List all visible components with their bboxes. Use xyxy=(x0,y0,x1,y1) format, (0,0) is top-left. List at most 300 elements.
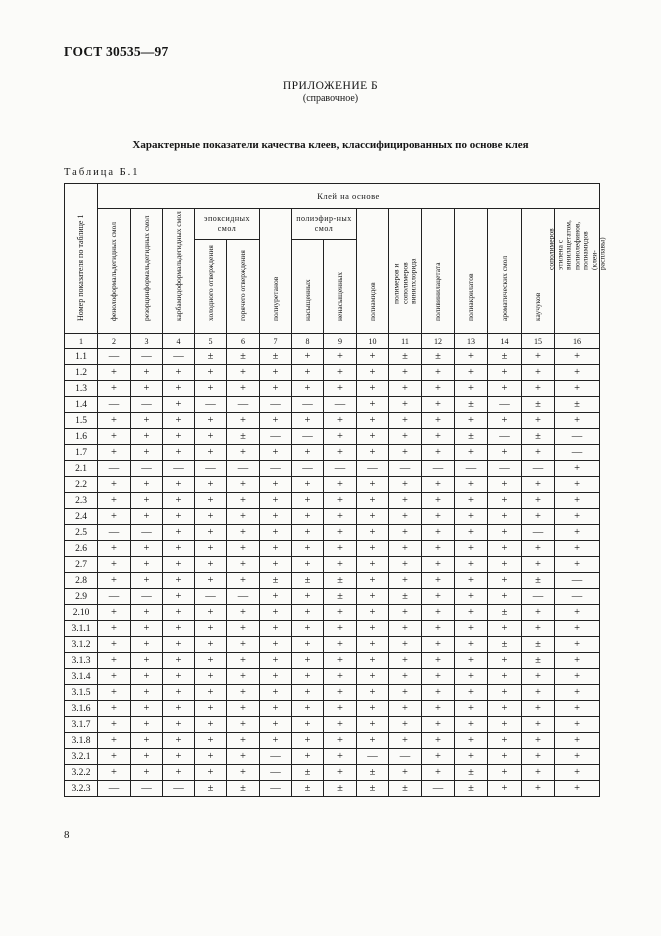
column-header: горячего отверждения xyxy=(227,240,260,334)
value-cell: + xyxy=(555,381,600,397)
value-cell: — xyxy=(227,461,260,477)
value-cell: + xyxy=(389,413,422,429)
value-cell: + xyxy=(324,365,357,381)
value-cell: + xyxy=(389,717,422,733)
value-cell: + xyxy=(163,381,195,397)
value-cell: + xyxy=(357,397,389,413)
table-row xyxy=(65,765,600,781)
column-number-row xyxy=(65,334,600,349)
value-cell: + xyxy=(227,653,260,669)
row-id-cell: 2.2 xyxy=(65,477,98,493)
column-number: 2 xyxy=(98,334,131,349)
value-cell: + xyxy=(195,669,227,685)
column-header: полиамидов xyxy=(357,209,389,334)
value-cell: + xyxy=(389,637,422,653)
value-cell: + xyxy=(227,477,260,493)
value-cell: + xyxy=(260,445,292,461)
value-cell: + xyxy=(98,493,131,509)
value-cell: + xyxy=(324,669,357,685)
value-cell: + xyxy=(357,541,389,557)
value-cell: + xyxy=(357,557,389,573)
value-cell: + xyxy=(455,509,488,525)
value-cell: ± xyxy=(389,349,422,365)
value-cell: ± xyxy=(455,781,488,797)
column-header: карбамидоформальдегидных смол xyxy=(163,209,195,334)
value-cell: + xyxy=(292,413,324,429)
value-cell: + xyxy=(357,349,389,365)
table-row xyxy=(65,589,600,605)
value-cell: + xyxy=(488,445,522,461)
value-cell: + xyxy=(195,573,227,589)
value-cell: + xyxy=(555,509,600,525)
table-row xyxy=(65,749,600,765)
value-cell: + xyxy=(227,381,260,397)
value-cell: + xyxy=(455,733,488,749)
value-cell: ± xyxy=(455,429,488,445)
value-cell: — xyxy=(555,445,600,461)
value-cell: + xyxy=(227,749,260,765)
value-cell: + xyxy=(131,365,163,381)
value-cell: + xyxy=(357,733,389,749)
value-cell: + xyxy=(131,445,163,461)
value-cell: ± xyxy=(260,573,292,589)
value-cell: + xyxy=(324,701,357,717)
value-cell: + xyxy=(324,749,357,765)
value-cell: + xyxy=(455,413,488,429)
row-id-cell: 3.1.7 xyxy=(65,717,98,733)
value-cell: + xyxy=(555,557,600,573)
value-cell: ± xyxy=(195,349,227,365)
value-cell: + xyxy=(292,493,324,509)
value-cell: ± xyxy=(522,397,555,413)
value-cell: + xyxy=(260,541,292,557)
value-cell: + xyxy=(389,669,422,685)
value-cell: + xyxy=(260,509,292,525)
value-cell: + xyxy=(357,669,389,685)
value-cell: + xyxy=(324,445,357,461)
column-number: 9 xyxy=(324,334,357,349)
value-cell: + xyxy=(227,413,260,429)
column-number: 4 xyxy=(163,334,195,349)
epoxy-group-header: эпоксидных смол xyxy=(195,209,260,240)
value-cell: — xyxy=(488,461,522,477)
value-cell: — xyxy=(389,461,422,477)
value-cell: — xyxy=(324,461,357,477)
value-cell: + xyxy=(357,365,389,381)
value-cell: — xyxy=(98,589,131,605)
value-cell: + xyxy=(357,493,389,509)
value-cell: + xyxy=(98,637,131,653)
table-row xyxy=(65,477,600,493)
value-cell: + xyxy=(522,605,555,621)
value-cell: + xyxy=(292,381,324,397)
table-row xyxy=(65,541,600,557)
value-cell: + xyxy=(422,621,455,637)
value-cell: + xyxy=(163,397,195,413)
value-cell: + xyxy=(555,605,600,621)
row-id-cell: 1.2 xyxy=(65,365,98,381)
value-cell: + xyxy=(422,397,455,413)
value-cell: + xyxy=(555,685,600,701)
value-cell: + xyxy=(292,637,324,653)
row-id-cell: 2.5 xyxy=(65,525,98,541)
value-cell: + xyxy=(292,717,324,733)
value-cell: + xyxy=(422,669,455,685)
row-id-cell: 2.10 xyxy=(65,605,98,621)
value-cell: + xyxy=(324,429,357,445)
value-cell: + xyxy=(522,685,555,701)
value-cell: — xyxy=(488,397,522,413)
value-cell: — xyxy=(292,461,324,477)
value-cell: ± xyxy=(522,637,555,653)
value-cell: + xyxy=(488,413,522,429)
column-header: холодного отверждения xyxy=(195,240,227,334)
value-cell: ± xyxy=(324,781,357,797)
value-cell: + xyxy=(163,717,195,733)
value-cell: + xyxy=(324,605,357,621)
value-cell: + xyxy=(260,701,292,717)
value-cell: ± xyxy=(324,573,357,589)
value-cell: + xyxy=(98,365,131,381)
value-cell: + xyxy=(163,765,195,781)
value-cell: + xyxy=(488,669,522,685)
value-cell: + xyxy=(227,493,260,509)
value-cell: + xyxy=(522,733,555,749)
value-cell: — xyxy=(324,397,357,413)
value-cell: + xyxy=(455,525,488,541)
value-cell: + xyxy=(389,701,422,717)
value-cell: + xyxy=(195,429,227,445)
table-row xyxy=(65,717,600,733)
table-row xyxy=(65,733,600,749)
value-cell: + xyxy=(98,557,131,573)
value-cell: + xyxy=(422,637,455,653)
value-cell: — xyxy=(292,429,324,445)
value-cell: ± xyxy=(555,397,600,413)
value-cell: + xyxy=(422,573,455,589)
value-cell: + xyxy=(292,509,324,525)
value-cell: + xyxy=(389,557,422,573)
value-cell: + xyxy=(163,445,195,461)
value-cell: + xyxy=(98,621,131,637)
value-cell: ± xyxy=(292,781,324,797)
column-header: сополимеров этилена с винилацетатом, полиолефинов, полиамидов (клеи-расплавы) xyxy=(555,209,600,334)
value-cell: + xyxy=(455,573,488,589)
value-cell: + xyxy=(555,669,600,685)
value-cell: + xyxy=(227,669,260,685)
value-cell: + xyxy=(357,653,389,669)
value-cell: + xyxy=(422,605,455,621)
value-cell: ± xyxy=(292,573,324,589)
value-cell: + xyxy=(227,573,260,589)
table-row xyxy=(65,781,600,797)
value-cell: + xyxy=(163,477,195,493)
value-cell: + xyxy=(455,653,488,669)
value-cell: ± xyxy=(389,589,422,605)
value-cell: + xyxy=(195,525,227,541)
value-cell: + xyxy=(324,349,357,365)
value-cell: + xyxy=(324,525,357,541)
value-cell: ± xyxy=(522,573,555,589)
value-cell: + xyxy=(98,573,131,589)
value-cell: + xyxy=(555,621,600,637)
column-number: 15 xyxy=(522,334,555,349)
value-cell: + xyxy=(292,701,324,717)
page-number: 8 xyxy=(64,829,70,841)
value-cell: + xyxy=(163,541,195,557)
value-cell: + xyxy=(488,557,522,573)
value-cell: + xyxy=(389,525,422,541)
value-cell: + xyxy=(324,765,357,781)
value-cell: — xyxy=(163,461,195,477)
value-cell: — xyxy=(227,397,260,413)
value-cell: + xyxy=(195,701,227,717)
value-cell: + xyxy=(195,381,227,397)
value-cell: + xyxy=(389,493,422,509)
value-cell: + xyxy=(455,589,488,605)
value-cell: + xyxy=(555,525,600,541)
column-number: 13 xyxy=(455,334,488,349)
value-cell: + xyxy=(389,605,422,621)
value-cell: — xyxy=(163,349,195,365)
value-cell: + xyxy=(455,701,488,717)
value-cell: + xyxy=(163,525,195,541)
value-cell: + xyxy=(422,445,455,461)
value-cell: + xyxy=(522,349,555,365)
row-id-cell: 3.1.4 xyxy=(65,669,98,685)
value-cell: + xyxy=(389,541,422,557)
value-cell: + xyxy=(422,365,455,381)
row-id-cell: 3.1.8 xyxy=(65,733,98,749)
row-id-cell: 3.2.3 xyxy=(65,781,98,797)
value-cell: + xyxy=(292,477,324,493)
column-header: ненасыщенных xyxy=(324,240,357,334)
value-cell: + xyxy=(324,685,357,701)
table-row xyxy=(65,397,600,413)
value-cell: + xyxy=(260,605,292,621)
value-cell: ± xyxy=(357,765,389,781)
value-cell: + xyxy=(389,573,422,589)
value-cell: + xyxy=(292,733,324,749)
value-cell: + xyxy=(488,685,522,701)
value-cell: ± xyxy=(357,781,389,797)
value-cell: — xyxy=(422,461,455,477)
value-cell: + xyxy=(227,685,260,701)
value-cell: + xyxy=(555,541,600,557)
value-cell: + xyxy=(292,749,324,765)
value-cell: + xyxy=(357,445,389,461)
column-number: 16 xyxy=(555,334,600,349)
value-cell: + xyxy=(522,541,555,557)
value-cell: + xyxy=(455,685,488,701)
value-cell: + xyxy=(455,669,488,685)
value-cell: + xyxy=(488,733,522,749)
value-cell: + xyxy=(522,493,555,509)
value-cell: + xyxy=(357,429,389,445)
value-cell: + xyxy=(488,525,522,541)
value-cell: + xyxy=(260,653,292,669)
row-id-cell: 1.7 xyxy=(65,445,98,461)
row-id-cell: 1.1 xyxy=(65,349,98,365)
value-cell: + xyxy=(555,637,600,653)
value-cell: + xyxy=(260,365,292,381)
value-cell: — xyxy=(98,525,131,541)
value-cell: + xyxy=(98,381,131,397)
value-cell: + xyxy=(389,381,422,397)
value-cell: + xyxy=(98,653,131,669)
value-cell: + xyxy=(455,749,488,765)
column-number: 3 xyxy=(131,334,163,349)
value-cell: + xyxy=(131,701,163,717)
row-id-cell: 3.1.6 xyxy=(65,701,98,717)
value-cell: + xyxy=(227,765,260,781)
value-cell: + xyxy=(227,525,260,541)
value-cell: — xyxy=(98,781,131,797)
column-header: поливинилацетата xyxy=(422,209,455,334)
value-cell: + xyxy=(422,541,455,557)
value-cell: + xyxy=(163,701,195,717)
row-id-cell: 3.1.3 xyxy=(65,653,98,669)
value-cell: + xyxy=(292,605,324,621)
value-cell: + xyxy=(555,493,600,509)
value-cell: + xyxy=(555,413,600,429)
value-cell: — xyxy=(131,397,163,413)
value-cell: + xyxy=(555,717,600,733)
value-cell: + xyxy=(488,749,522,765)
value-cell: — xyxy=(488,429,522,445)
value-cell: + xyxy=(131,429,163,445)
value-cell: + xyxy=(422,557,455,573)
value-cell: + xyxy=(292,589,324,605)
value-cell: + xyxy=(260,413,292,429)
value-cell: + xyxy=(455,365,488,381)
column-number: 1 xyxy=(65,334,98,349)
value-cell: — xyxy=(422,781,455,797)
value-cell: + xyxy=(292,365,324,381)
polyester-group-header: полиэфир-ных смол xyxy=(292,209,357,240)
value-cell: + xyxy=(163,653,195,669)
value-cell: + xyxy=(131,557,163,573)
annex-subtitle: (справочное) xyxy=(302,93,359,104)
row-id-cell: 3.2.2 xyxy=(65,765,98,781)
value-cell: + xyxy=(324,493,357,509)
column-number: 5 xyxy=(195,334,227,349)
column-header: насыщенных xyxy=(292,240,324,334)
value-cell: ± xyxy=(389,781,422,797)
table-row xyxy=(65,525,600,541)
value-cell: + xyxy=(522,381,555,397)
value-cell: + xyxy=(357,573,389,589)
value-cell: + xyxy=(98,605,131,621)
value-cell: + xyxy=(324,733,357,749)
value-cell: — xyxy=(389,749,422,765)
value-cell: + xyxy=(195,557,227,573)
value-cell: + xyxy=(163,621,195,637)
value-cell: + xyxy=(555,365,600,381)
value-cell: + xyxy=(324,621,357,637)
table-row xyxy=(65,509,600,525)
value-cell: + xyxy=(195,445,227,461)
value-cell: + xyxy=(131,605,163,621)
value-cell: + xyxy=(131,669,163,685)
value-cell: + xyxy=(324,557,357,573)
value-cell: — xyxy=(260,397,292,413)
value-cell: + xyxy=(98,685,131,701)
value-cell: ± xyxy=(227,429,260,445)
value-cell: ± xyxy=(260,349,292,365)
table-row xyxy=(65,637,600,653)
value-cell: + xyxy=(488,621,522,637)
value-cell: + xyxy=(422,653,455,669)
value-cell: + xyxy=(195,477,227,493)
value-cell: + xyxy=(260,669,292,685)
value-cell: + xyxy=(488,653,522,669)
value-cell: + xyxy=(455,349,488,365)
value-cell: — xyxy=(555,589,600,605)
value-cell: + xyxy=(488,717,522,733)
value-cell: + xyxy=(131,477,163,493)
value-cell: — xyxy=(260,781,292,797)
value-cell: + xyxy=(522,781,555,797)
value-cell: + xyxy=(292,541,324,557)
value-cell: + xyxy=(98,669,131,685)
value-cell: ± xyxy=(488,605,522,621)
value-cell: + xyxy=(324,509,357,525)
value-cell: + xyxy=(488,701,522,717)
row-id-cell: 2.3 xyxy=(65,493,98,509)
value-cell: + xyxy=(324,717,357,733)
row-id-cell: 3.1.1 xyxy=(65,621,98,637)
row-id-cell: 2.8 xyxy=(65,573,98,589)
value-cell: + xyxy=(163,733,195,749)
value-cell: — xyxy=(260,429,292,445)
value-cell: + xyxy=(555,701,600,717)
value-cell: + xyxy=(555,781,600,797)
value-cell: + xyxy=(98,701,131,717)
value-cell: + xyxy=(357,509,389,525)
value-cell: + xyxy=(260,381,292,397)
value-cell: + xyxy=(357,717,389,733)
value-cell: + xyxy=(195,765,227,781)
value-cell: — xyxy=(131,589,163,605)
value-cell: + xyxy=(163,509,195,525)
value-cell: + xyxy=(260,525,292,541)
row-id-cell: 2.1 xyxy=(65,461,98,477)
value-cell: + xyxy=(455,381,488,397)
value-cell: + xyxy=(422,701,455,717)
value-cell: + xyxy=(227,365,260,381)
value-cell: + xyxy=(131,733,163,749)
row-id-cell: 2.6 xyxy=(65,541,98,557)
value-cell: + xyxy=(98,413,131,429)
value-cell: + xyxy=(292,349,324,365)
value-cell: + xyxy=(422,749,455,765)
value-cell: + xyxy=(163,365,195,381)
value-cell: + xyxy=(522,717,555,733)
value-cell: + xyxy=(131,381,163,397)
value-cell: + xyxy=(522,477,555,493)
value-cell: + xyxy=(227,509,260,525)
table-row xyxy=(65,381,600,397)
value-cell: + xyxy=(163,685,195,701)
value-cell: + xyxy=(195,717,227,733)
value-cell: + xyxy=(195,509,227,525)
column-header: фенолоформальдегидных смол xyxy=(98,209,131,334)
value-cell: — xyxy=(98,397,131,413)
value-cell: + xyxy=(357,589,389,605)
value-cell: + xyxy=(131,749,163,765)
value-cell: + xyxy=(422,525,455,541)
